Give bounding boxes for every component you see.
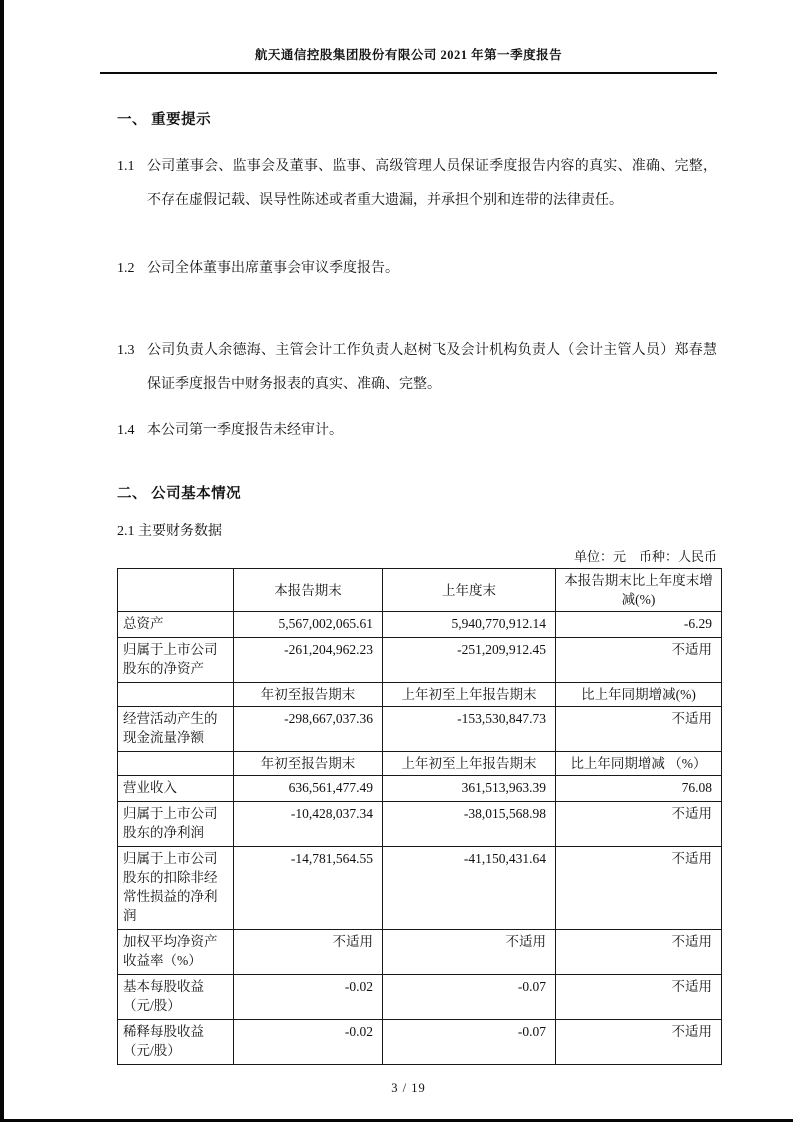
page-number-separator: /: [402, 1081, 408, 1095]
section-heading-company-info: 二、 公司基本情况: [117, 486, 242, 502]
change-value: 不适用: [556, 638, 722, 683]
row-label: 稀释每股收益（元/股）: [118, 1020, 234, 1065]
subheader-current-period: 年初至报告期末: [234, 683, 383, 707]
column-header-current-period: 本报告期末: [234, 569, 383, 612]
change-value: -6.29: [556, 612, 722, 638]
currency-unit-note: 单位：元 币种：人民币: [573, 549, 717, 564]
document-header: [100, 46, 717, 74]
paragraph-1-2: [117, 252, 717, 286]
prior-value: 361,513,963.39: [383, 776, 556, 802]
row-label: 加权平均净资产收益率（%）: [118, 930, 234, 975]
current-value: -298,667,037.36: [234, 707, 383, 752]
page-number-current: 3: [391, 1081, 399, 1095]
prior-value: 5,940,770,912.14: [383, 612, 556, 638]
current-value: 636,561,477.49: [234, 776, 383, 802]
current-value: -10,428,037.34: [234, 802, 383, 847]
table-subheader-row-cashflow: [118, 683, 722, 707]
paragraph-text: 本公司第一季度报告未经审计。: [147, 423, 343, 438]
column-header-change: 本报告期末比上年度末增减(%): [556, 569, 722, 612]
subheader-change: 比上年同期增减(%): [556, 683, 722, 707]
paragraph-1-4: [117, 414, 717, 448]
current-value: -14,781,564.55: [234, 847, 383, 930]
table-row-operating-revenue: [118, 776, 722, 802]
change-value: 76.08: [556, 776, 722, 802]
row-label: 总资产: [118, 612, 234, 638]
page-number-total: 19: [411, 1081, 426, 1095]
change-value: 不适用: [556, 847, 722, 930]
row-label: 经营活动产生的现金流量净额: [118, 707, 234, 752]
column-header-indicator: [118, 569, 234, 612]
subheader-empty-cell: [118, 752, 234, 776]
table-header-row: [118, 569, 722, 612]
subheader-empty-cell: [118, 683, 234, 707]
row-label: 归属于上市公司股东的净资产: [118, 638, 234, 683]
prior-value: -41,150,431.64: [383, 847, 556, 930]
table-row-net-profit: [118, 802, 722, 847]
key-financial-data-table: [117, 568, 722, 1065]
table-row-net-profit-excl-nonrecurring: [118, 847, 722, 930]
prior-value: -153,530,847.73: [383, 707, 556, 752]
row-label: 归属于上市公司股东的净利润: [118, 802, 234, 847]
paragraph-number: 1.4: [117, 423, 135, 438]
paragraph-1-3: [117, 334, 717, 402]
change-value: 不适用: [556, 1020, 722, 1065]
subsection-heading-key-financials: 2.1 主要财务数据: [117, 524, 222, 539]
header-divider: [100, 72, 717, 74]
prior-value: -251,209,912.45: [383, 638, 556, 683]
paragraph-text: 公司全体董事出席董事会审议季度报告。: [147, 261, 399, 276]
change-value: 不适用: [556, 975, 722, 1020]
document-title: 航天通信控股集团股份有限公司 2021 年第一季度报告: [254, 48, 563, 62]
prior-value: -0.07: [383, 1020, 556, 1065]
page-content: [117, 110, 717, 1065]
row-label: 基本每股收益（元/股）: [118, 975, 234, 1020]
section-heading-important-notice: 一、 重要提示: [117, 112, 212, 128]
prior-value: 不适用: [383, 930, 556, 975]
table-subheader-row-income: [118, 752, 722, 776]
paragraph-number: 1.2: [117, 261, 135, 276]
current-value: -0.02: [234, 975, 383, 1020]
table-row-weighted-avg-roe: [118, 930, 722, 975]
paragraph-number: 1.3: [117, 343, 135, 358]
row-label: 营业收入: [118, 776, 234, 802]
subheader-prior-period: 上年初至上年报告期末: [383, 752, 556, 776]
prior-value: -38,015,568.98: [383, 802, 556, 847]
subheader-prior-period: 上年初至上年报告期末: [383, 683, 556, 707]
change-value: 不适用: [556, 930, 722, 975]
change-value: 不适用: [556, 802, 722, 847]
current-value: -0.02: [234, 1020, 383, 1065]
table-row-basic-eps: [118, 975, 722, 1020]
table-row-diluted-eps: [118, 1020, 722, 1065]
paragraph-text: 公司负责人余德海、主管会计工作负责人赵树飞及会计机构负责人（会计主管人员）郑春慧保证季度报告中财务报表的真实、准确、完整。: [147, 343, 717, 392]
paragraph-number: 1.1: [117, 159, 135, 174]
paragraph-text: 公司董事会、监事会及董事、监事、高级管理人员保证季度报告内容的真实、准确、完整，不存在虚假记载、误导性陈述或者重大遗漏，并承担个别和连带的法律责任。: [147, 159, 717, 208]
subheader-change: 比上年同期增减 （%）: [556, 752, 722, 776]
current-value: 不适用: [234, 930, 383, 975]
column-header-prior-year-end: 上年度末: [383, 569, 556, 612]
change-value: 不适用: [556, 707, 722, 752]
prior-value: -0.07: [383, 975, 556, 1020]
table-row-net-assets: [118, 638, 722, 683]
table-row-operating-cashflow: [118, 707, 722, 752]
paragraph-1-1: [117, 150, 717, 218]
current-value: 5,567,002,065.61: [234, 612, 383, 638]
subheader-current-period: 年初至报告期末: [234, 752, 383, 776]
current-value: -261,204,962.23: [234, 638, 383, 683]
row-label: 归属于上市公司股东的扣除非经常性损益的净利润: [118, 847, 234, 930]
page-footer: [100, 1081, 717, 1096]
table-row-total-assets: [118, 612, 722, 638]
